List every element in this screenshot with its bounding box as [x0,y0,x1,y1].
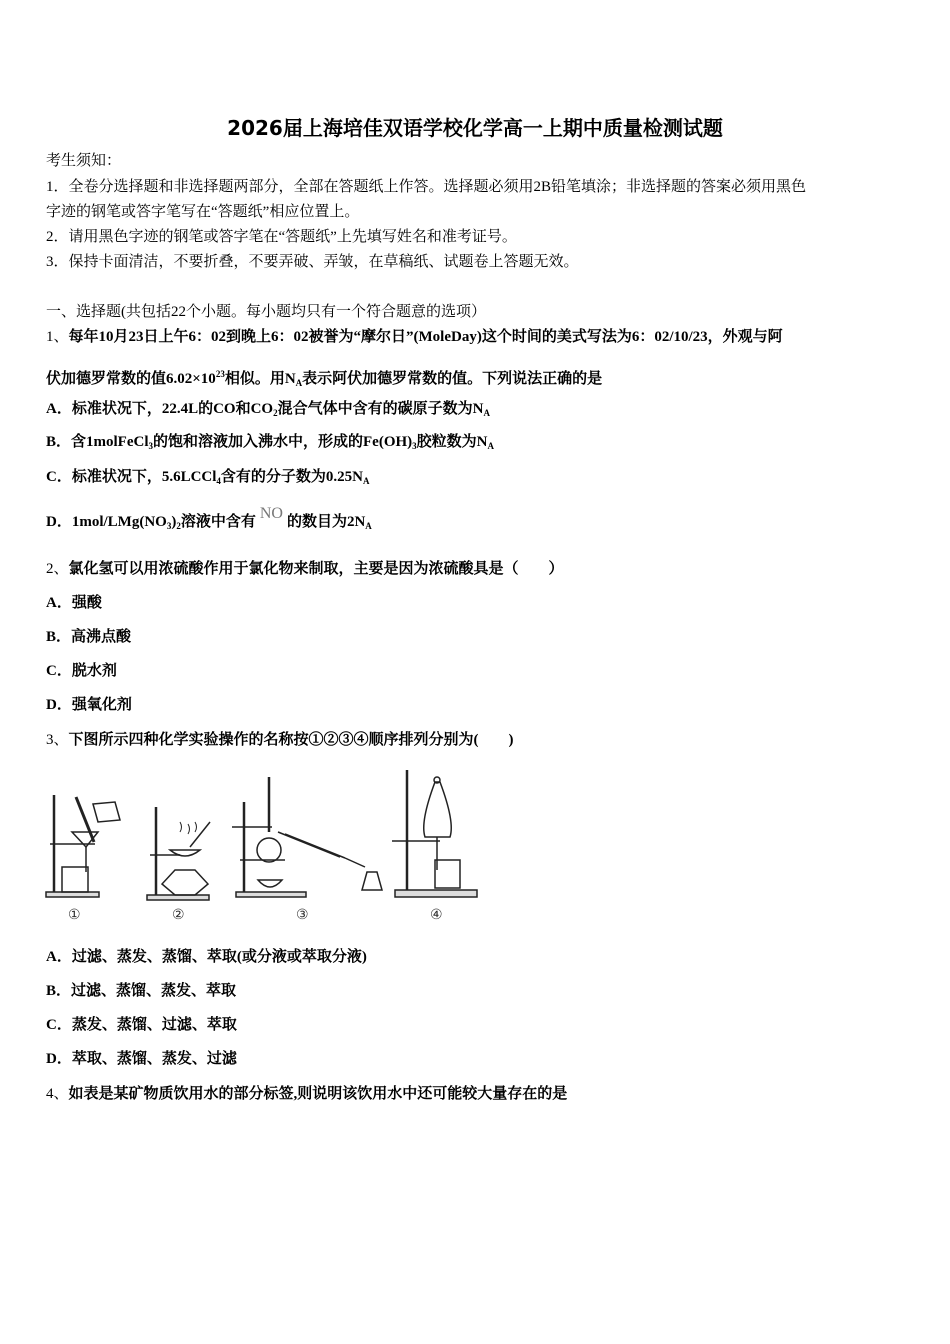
text-segment: 溶液中含有 [180,514,256,530]
notice-item: 3．保持卡面清洁，不要折叠，不要弄破、弄皱，在草稿纸、试题卷上答题无效。 [46,254,579,270]
question-number: 4、 [46,1086,69,1102]
q1-stem-cont [46,364,602,393]
q4-stem [46,1084,567,1104]
text-segment: D．1mol/LMg(NO [46,514,167,530]
subscript: A [487,441,494,451]
subscript: A [365,521,372,531]
lab-apparatus-figure [40,762,490,932]
subscript: 4 [216,476,221,486]
figure-label-2: ② [172,908,185,923]
text-segment: B．含1molFeCl [46,434,149,450]
distillation-apparatus [232,777,382,897]
q1-option-a [46,399,490,423]
q1-option-c [46,467,370,491]
subscript: A [363,476,370,486]
superscript: 23 [215,369,225,379]
subscript: 2 [176,521,181,531]
question-number: 3、 [46,732,69,748]
text-segment: 伏加德罗常数的值6.02×10 [46,371,216,387]
notice-item: 2．请用黑色字迹的钢笔或答字笔在“答题纸”上先填写姓名和准考证号。 [46,229,517,245]
section-heading: 一、选择题(共包括22个小题。每小题均只有一个符合题意的选项） [46,304,486,320]
subscript: 3 [148,441,153,451]
figure-label-1: ① [68,908,81,923]
q3-option-a: A．过滤、蒸发、蒸馏、萃取(或分液或萃取分液) [46,949,367,965]
question-number: 1、 [46,329,69,345]
subscript: 3 [412,441,417,451]
q2-option-c: C．脱水剂 [46,663,117,679]
text-segment: 胶粒数为N [416,434,488,450]
text-segment: 氯化氢可以用浓硫酸作用于氯化物来制取，主要是因为浓硫酸具是（ ） [68,561,564,577]
text-segment: C．标准状况下，5.6LCCl [46,469,217,485]
notice-item: 字迹的钢笔或答字笔写在“答题纸”相应位置上。 [46,204,360,220]
filtration-apparatus [46,795,120,897]
text-segment: 相似。用N [224,371,296,387]
figure-label-3: ③ [296,908,309,923]
q3-option-c: C．蒸发、蒸馏、过滤、萃取 [46,1017,237,1033]
q2-option-b: B．高沸点酸 [46,629,132,645]
text-segment: ) [171,514,177,530]
subscript: A [483,408,490,418]
question-number: 2、 [46,561,69,577]
notice-item: 1．全卷分选择题和非选择题两部分，全部在答题纸上作答。选择题必须用2B铅笔填涂；非选择题的答案必须用黑色 [46,179,807,195]
page-title: 2026届上海培佳双语学校化学高一上期中质量检测试题 [227,116,723,140]
text-segment: 混合气体中含有的碳原子数为N [277,401,484,417]
text-segment: 的饱和溶液加入沸水中，形成的Fe(OH) [153,434,413,450]
q1-option-b [46,432,494,456]
q1-stem [46,327,783,347]
subscript: 2 [273,408,278,418]
lab-apparatus-drawing [40,762,490,902]
text-segment: 含有的分子数为0.25N [220,469,364,485]
subscript: 3 [166,521,172,531]
notice-heading: 考生须知： [46,153,122,169]
evaporation-apparatus [147,807,210,900]
q3-stem [46,730,514,750]
figure-label-4: ④ [430,908,443,923]
q2-option-d: D．强氧化剂 [46,697,132,713]
q3-option-b: B．过滤、蒸馏、蒸发、萃取 [46,983,237,999]
q2-stem [46,559,564,579]
q3-option-d: D．萃取、蒸馏、蒸发、过滤 [46,1051,237,1067]
text-segment: 每年10月23日上午6：02到晚上6：02被誉为“摩尔日”(MoleDay)这个时间的美式写法为6：02/10/23，外观与阿 [68,329,783,345]
text-segment: A．标准状况下，22.4L的CO和CO [46,401,274,417]
text-segment: 如表是某矿物质饮用水的部分标签,则说明该饮用水中还可能较大量存在的是 [68,1086,568,1102]
q2-option-a: A．强酸 [46,595,102,611]
separatory-funnel-apparatus [392,770,477,897]
text-segment: 下图所示四种化学实验操作的名称按①②③④顺序排列分别为( ) [68,732,514,748]
q1-option-d [46,505,372,536]
text-segment: 的数目为2N [286,514,366,530]
nitrate-formula: NO [259,505,283,522]
text-segment: 表示阿伏加德罗常数的值。下列说法正确的是 [302,371,603,387]
subscript: A [295,378,303,388]
